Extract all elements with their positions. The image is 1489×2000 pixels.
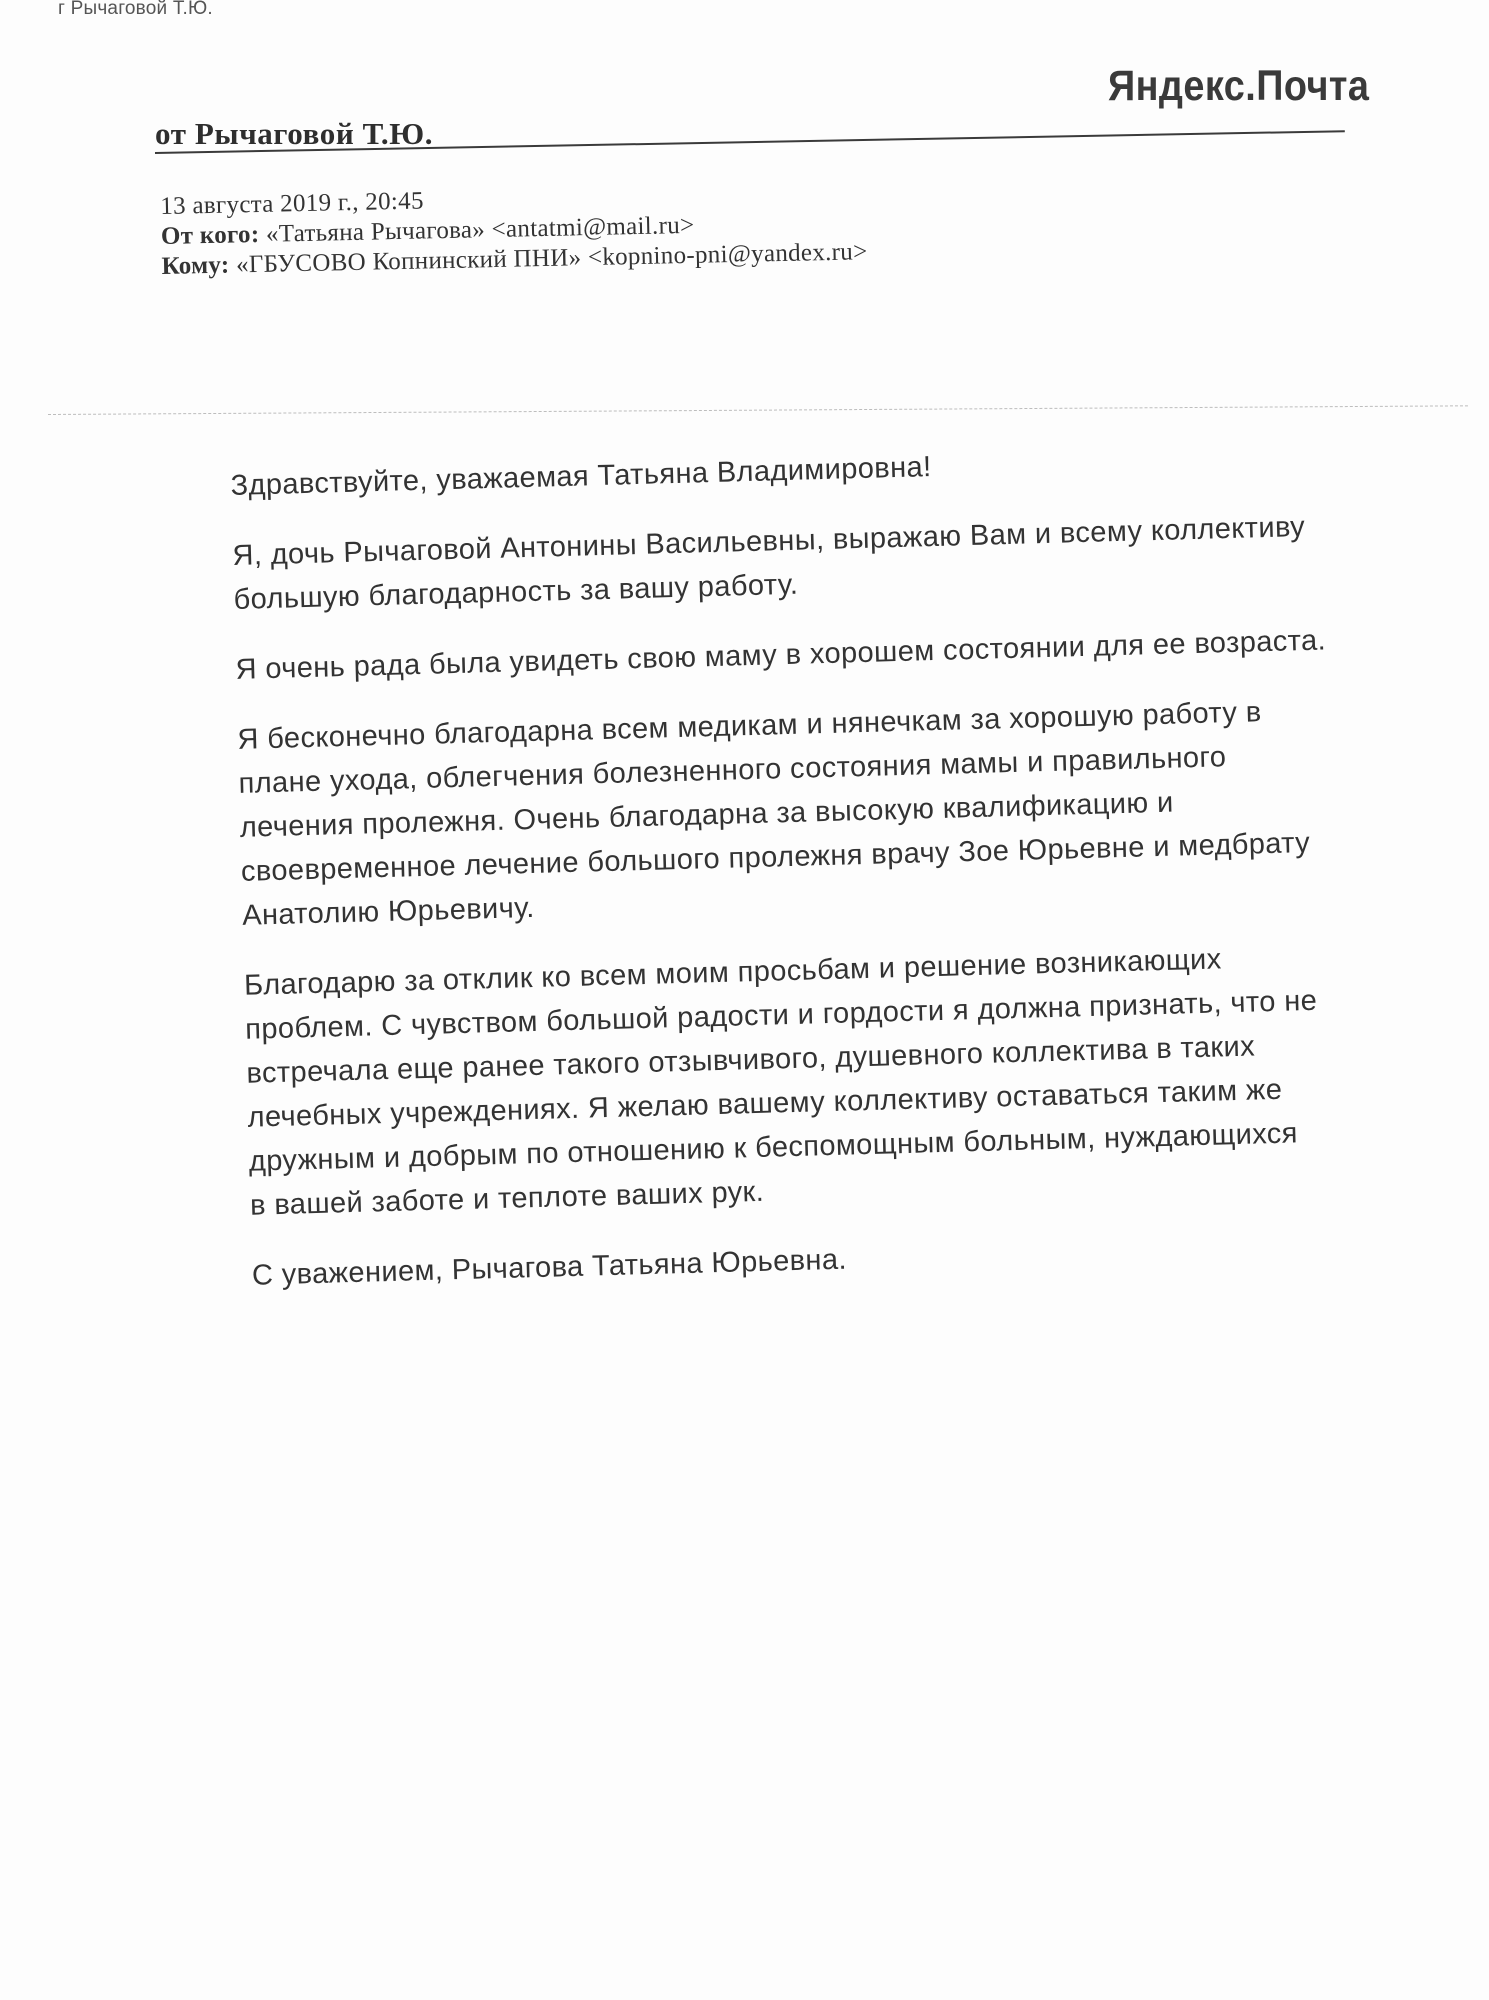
paragraph-line: Благодарю за отклик ко всем моим просьбам и решение возникающих bbox=[243, 943, 1222, 1002]
meta-divider bbox=[48, 405, 1468, 415]
signature-line: С уважением, Рычагова Татьяна Юрьевна. bbox=[251, 1243, 848, 1292]
email-date: 13 августа 2019 г., 20:45 bbox=[160, 187, 424, 220]
paragraph-3 bbox=[237, 686, 1423, 938]
paragraph-line: большую благодарность за вашу работу. bbox=[233, 568, 799, 616]
corner-note: г Рычаговой Т.Ю. bbox=[58, 0, 213, 19]
yandex-mail-logo: Яндекс.Почта bbox=[1108, 62, 1370, 110]
paragraph-line: встречала еще ранее такого отзывчивого, душевного коллектива в таких bbox=[246, 1030, 1256, 1090]
to-value: «ГБУСОВО Копнинский ПНИ» <kopnino-pni@yandex.ru> bbox=[235, 238, 868, 279]
paragraph-line: проблем. С чувством большой радости и гордости я должна признать, что не bbox=[244, 984, 1318, 1046]
paragraph-line: Я, дочь Рычаговой Антонины Васильевны, выражаю Вам и всему коллективу bbox=[232, 510, 1306, 572]
letter-title: от Рычаговой Т.Ю. bbox=[155, 116, 434, 151]
paragraph-line: Я бесконечно благодарна всем медикам и нянечкам за хорошую работу в bbox=[237, 696, 1262, 756]
paragraph-line: своевременное лечение большого пролежня врачу Зое Юрьевне и медбрату bbox=[240, 826, 1311, 888]
paragraph-line: Анатолию Юрьевичу. bbox=[241, 891, 536, 932]
paragraph-line: Я очень рада была увидеть свою маму в хорошем состоянии для ее возраста. bbox=[235, 624, 1327, 686]
paragraph-4 bbox=[244, 932, 1431, 1228]
from-label: От кого: bbox=[160, 220, 260, 250]
to-label: Кому: bbox=[161, 251, 230, 280]
paragraph-line: лечения пролежня. Очень благодарна за высокую квалификацию и bbox=[239, 786, 1175, 844]
paragraph-line: в вашей заботе и теплоте ваших рук. bbox=[249, 1175, 765, 1222]
paragraph-line: плане ухода, облегчения болезненного состояния мамы и правильного bbox=[238, 741, 1227, 800]
email-meta bbox=[160, 177, 868, 282]
paragraph-line: дружным и добрым по отношению к беспомощным больным, нуждающихся bbox=[248, 1117, 1299, 1178]
greeting-line: Здравствуйте, уважаемая Татьяна Владимировна! bbox=[230, 451, 932, 502]
paragraph-line: лечебных учреждениях. Я желаю вашему коллективу оставаться таким же bbox=[247, 1073, 1283, 1134]
paragraph-1 bbox=[232, 502, 1414, 622]
letter-body bbox=[230, 432, 1433, 1324]
greeting bbox=[230, 432, 1411, 508]
signature bbox=[251, 1222, 1432, 1298]
paragraph-2 bbox=[235, 616, 1416, 692]
from-value: «Татьяна Рычагова» <antatmi@mail.ru> bbox=[265, 211, 695, 248]
